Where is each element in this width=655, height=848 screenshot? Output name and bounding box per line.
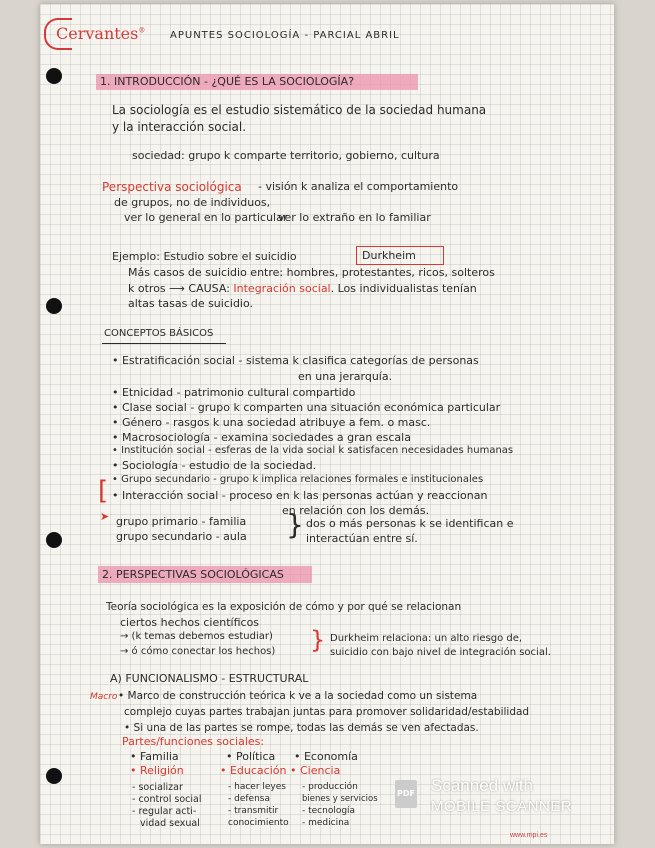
ejemplo-line: Ejemplo: Estudio sobre el suicidio bbox=[112, 250, 297, 263]
underline bbox=[102, 343, 226, 344]
funcion-item: - hacer leyes bbox=[228, 782, 286, 792]
funcion-item: • Educación bbox=[220, 764, 287, 777]
scanner-watermark bbox=[395, 776, 595, 826]
concept-item: • Grupo secundario - grupo k implica relaciones formales e institucionales bbox=[112, 474, 484, 485]
durkheim-line: suicidio con bajo nivel de integración social. bbox=[330, 647, 551, 658]
ejemplo-line: k otros ⟶ CAUSA: Integración social. Los individualistas tenían bbox=[128, 282, 477, 295]
funcion-item: - transmitir bbox=[228, 806, 279, 816]
funcion-item: • Ciencia bbox=[290, 764, 341, 777]
funcion-item: • Religión bbox=[130, 764, 184, 777]
perspectiva-line: - visión k analiza el comportamiento bbox=[258, 180, 459, 193]
funcion-item: - medicina bbox=[302, 818, 350, 828]
grupo-secundario: grupo secundario - aula bbox=[116, 530, 247, 543]
durkheim-line: Durkheim relaciona: un alto riesgo de, bbox=[330, 633, 523, 644]
concept-item: • Etnicidad - patrimonio cultural compartido bbox=[112, 386, 356, 399]
grupo-definition: interactúan entre sí. bbox=[306, 532, 418, 545]
notebook-page bbox=[40, 4, 614, 844]
perspectiva-line: de grupos, no de individuos, bbox=[114, 196, 271, 209]
scanner-line: MOBILE SCANNER bbox=[431, 798, 573, 815]
concept-item: • Clase social - grupo k comparten una situación económica particular bbox=[112, 401, 501, 414]
brace-mark: } bbox=[310, 626, 326, 654]
concept-item: • Interacción social - proceso en k las personas actúan y reaccionan bbox=[112, 489, 488, 502]
grupo-definition: dos o más personas k se identifican e bbox=[306, 517, 514, 530]
funcion-item: - control social bbox=[132, 794, 202, 805]
ejemplo-line: Más casos de suicidio entre: hombres, protestantes, ricos, solteros bbox=[128, 266, 495, 279]
funcion-item: - tecnología bbox=[302, 806, 356, 816]
concept-item: • Estratificación social - sistema k clasifica categorías de personas bbox=[112, 354, 479, 367]
ejemplo-line: altas tasas de suicidio. bbox=[128, 297, 254, 310]
funcionalismo-title: A) FUNCIONALISMO - ESTRUCTURAL bbox=[110, 672, 309, 685]
definition-line: La sociología es el estudio sistemático de la sociedad humana bbox=[112, 103, 487, 117]
concept-item: • Sociología - estudio de la sociedad. bbox=[112, 459, 317, 472]
concept-item: • Género - rasgos k una sociedad atribuye a fem. o masc. bbox=[112, 416, 431, 429]
funcion-item: - producción bbox=[302, 782, 358, 792]
section2-title: 2. PERSPECTIVAS SOCIOLÓGICAS bbox=[102, 568, 284, 581]
perspectiva-line: ver lo general en lo particular bbox=[124, 211, 288, 224]
binder-hole bbox=[46, 768, 62, 784]
footer-url: www.mpi.es bbox=[510, 832, 548, 839]
concept-item: en una jerarquía. bbox=[298, 370, 393, 383]
pdf-icon: PDF bbox=[395, 780, 417, 808]
funcion-item: - socializar bbox=[132, 782, 183, 793]
funcion-item: vidad sexual bbox=[140, 818, 200, 829]
grupo-primario: grupo primario - familia bbox=[116, 515, 247, 528]
funcion-item: - defensa bbox=[228, 794, 270, 804]
brace-mark: } bbox=[286, 508, 304, 541]
concept-item: • Macrosociología - examina sociedades a gran escala bbox=[112, 431, 411, 444]
concept-item: en relación con los demás. bbox=[282, 504, 430, 517]
perspectiva-label: Perspectiva sociológica bbox=[102, 180, 242, 194]
perspectiva-line: ver lo extraño en lo familiar bbox=[278, 211, 431, 224]
teoria-line: ciertos hechos científicos bbox=[120, 616, 260, 629]
funcion-item: • Economía bbox=[294, 750, 358, 763]
scanner-line: Scanned with bbox=[431, 776, 534, 795]
macro-label: Macro bbox=[90, 692, 118, 702]
cervantes-logo: Cervantes® bbox=[44, 18, 154, 48]
funcionalismo-line: • Si una de las partes se rompe, todas las demás se ven afectadas. bbox=[124, 722, 479, 734]
binder-hole bbox=[46, 532, 62, 548]
bracket-mark: [ bbox=[98, 476, 109, 506]
funcionalismo-line: complejo cuyas partes trabajan juntas para promover solidaridad/estabilidad bbox=[124, 706, 530, 718]
society-definition: sociedad: grupo k comparte territorio, gobierno, cultura bbox=[132, 149, 440, 162]
teoria-line: → ó cómo conectar los hechos) bbox=[120, 646, 276, 657]
funcion-item: • Familia bbox=[130, 750, 179, 763]
funcion-item: bienes y servicios bbox=[302, 794, 378, 804]
binder-hole bbox=[46, 68, 62, 84]
section1-title: 1. INTRODUCCIÓN - ¿QUÉ ES LA SOCIOLOGÍA? bbox=[100, 75, 355, 88]
definition-line: y la interacción social. bbox=[112, 120, 247, 134]
teoria-line: Teoría sociológica es la exposición de cómo y por qué se relacionan bbox=[106, 601, 462, 613]
funcion-item: conocimiento bbox=[228, 818, 289, 828]
funcion-item: - regular acti- bbox=[132, 806, 197, 817]
funcionalismo-line: • Marco de construcción teórica k ve a la sociedad como un sistema bbox=[118, 690, 478, 702]
page-header: APUNTES SOCIOLOGÍA - PARCIAL ABRIL bbox=[170, 30, 400, 41]
durkheim-name: Durkheim bbox=[362, 249, 416, 262]
teoria-line: → (k temas debemos estudiar) bbox=[120, 631, 273, 642]
conceptos-title: CONCEPTOS BÁSICOS bbox=[104, 328, 214, 339]
concept-item: • Institución social - esferas de la vida social k satisfacen necesidades humanas bbox=[112, 445, 514, 456]
arrow-mark: ➤ bbox=[100, 510, 110, 523]
funcion-item: • Política bbox=[226, 750, 276, 763]
partes-label: Partes/funciones sociales: bbox=[122, 735, 265, 748]
binder-hole bbox=[46, 298, 62, 314]
